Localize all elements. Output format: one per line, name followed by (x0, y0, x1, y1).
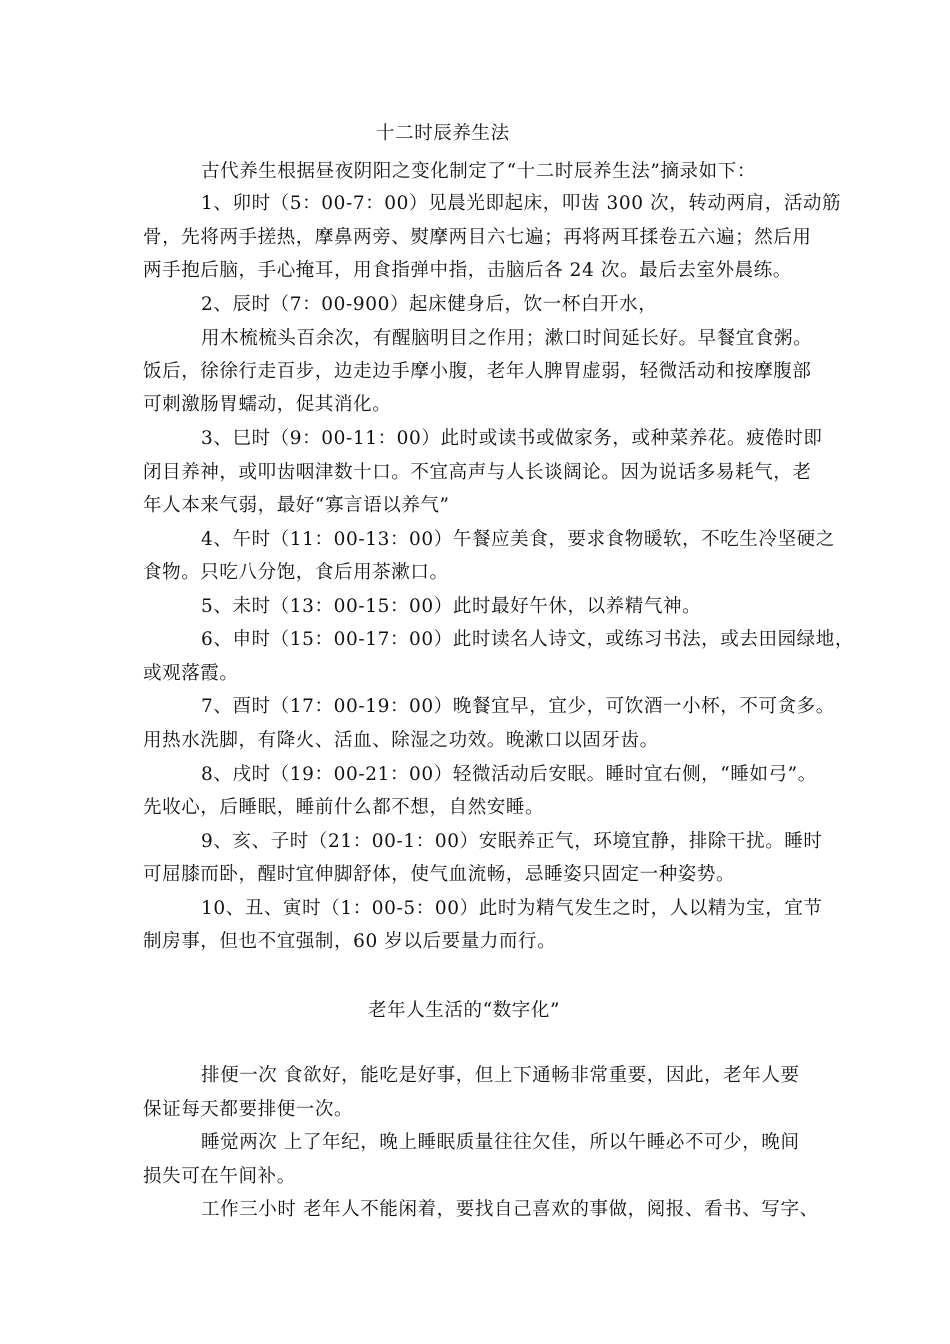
p9-line-2: 可屈膝而卧，醒时宜伸脚舒体，使气血流畅，忌睡姿只固定一种姿势。 (143, 864, 736, 885)
p1-line-3: 两手抱后脑，手心掩耳，用食指弹中指，击脑后各 24 次。最后去室外晨练。 (143, 260, 792, 281)
p7-line-2: 用热水洗脚，有降火、活血、除湿之功效。晚漱口以固牙齿。 (143, 730, 659, 751)
p6-line-1: 6、申时（15：00-17：00）此时读名人诗文，或练习书法，或去田园绿地， (201, 629, 854, 650)
s2-p1-line-2: 保证每天都要排便一次。 (143, 1099, 354, 1120)
p10-line-1: 10、丑、寅时（1：00-5：00）此时为精气发生之时，人以精为宝，宜节 (201, 898, 823, 919)
s2-p3-line-1: 工作三小时 老年人不能闲着，要找自己喜欢的事做，阅报、看书、写字、 (201, 1199, 819, 1220)
s2-p2-line-2: 损失可在午间补。 (143, 1166, 296, 1187)
p8-line-1: 8、戌时（19：00-21：00）轻微活动后安眠。睡时宜右侧，“睡如弓”。 (201, 764, 817, 785)
p1-line-1: 1、卯时（5：00-7：00）见晨光即起床，叩齿 300 次，转动两肩，活动筋 (201, 193, 842, 214)
p1-line-2: 骨，先将两手搓热，摩鼻两旁、熨摩两目六七遍；再将两耳揉卷五六遍；然后用 (143, 227, 812, 248)
p3-line-2: 闭目养神，或叩齿咽津数十口。不宜高声与人长谈阔论。因为说话多易耗气，老 (143, 462, 812, 483)
p10-line-2: 制房事，但也不宜强制，60 岁以后要量力而行。 (143, 931, 557, 952)
p8-line-2: 先收心，后睡眠，睡前什么都不想，自然安睡。 (143, 797, 545, 818)
section2-title: 老年人生活的“数字化” (368, 1000, 561, 1021)
p4-line-2: 食物。只吃八分饱，食后用茶漱口。 (143, 562, 449, 583)
p2-line-3: 饭后，徐徐行走百步，边走边手摩小腹，老年人脾胃虚弱，轻微活动和按摩腹部 (143, 361, 812, 382)
section1-intro: 古代养生根据昼夜阴阳之变化制定了“十二时辰养生法”摘录如下： (201, 161, 756, 182)
p4-line-1: 4、午时（11：00-13：00）午餐应美食，要求食物暖软，不吃生冷坚硬之 (201, 529, 835, 550)
p2-line-2: 用木梳梳头百余次，有醒脑明目之作用；漱口时间延长好。早餐宜食粥。 (201, 328, 813, 349)
s2-p1-line-1: 排便一次 食欲好，能吃是好事，但上下通畅非常重要，因此，老年人要 (201, 1065, 800, 1086)
p9-line-1: 9、亥、子时（21：00-1：00）安眠养正气，环境宜静，排除干扰。睡时 (201, 831, 823, 852)
p7-line-1: 7、酉时（17：00-19：00）晚餐宜早，宜少，可饮酒一小杯，不可贪多。 (201, 696, 835, 717)
p2-line-1: 2、辰时（7：00-900）起床健身后，饮一杯白开水， (201, 294, 658, 315)
p5-line-1: 5、未时（13：00-15：00）此时最好午休，以养精气神。 (201, 596, 702, 617)
p3-line-1: 3、巳时（9：00-11：00）此时或读书或做家务，或种菜养花。疲倦时即 (201, 428, 823, 449)
section1-title: 十二时辰养生法 (376, 123, 510, 144)
p2-line-4: 可刺激肠胃蠕动，促其消化。 (143, 394, 392, 415)
p3-line-3: 年人本来气弱，最好“寡言语以养气” (143, 495, 450, 516)
s2-p2-line-1: 睡觉两次 上了年纪，晚上睡眠质量往往欠佳，所以午睡必不可少，晚间 (201, 1132, 800, 1153)
p6-line-2: 或观落霞。 (143, 663, 239, 684)
